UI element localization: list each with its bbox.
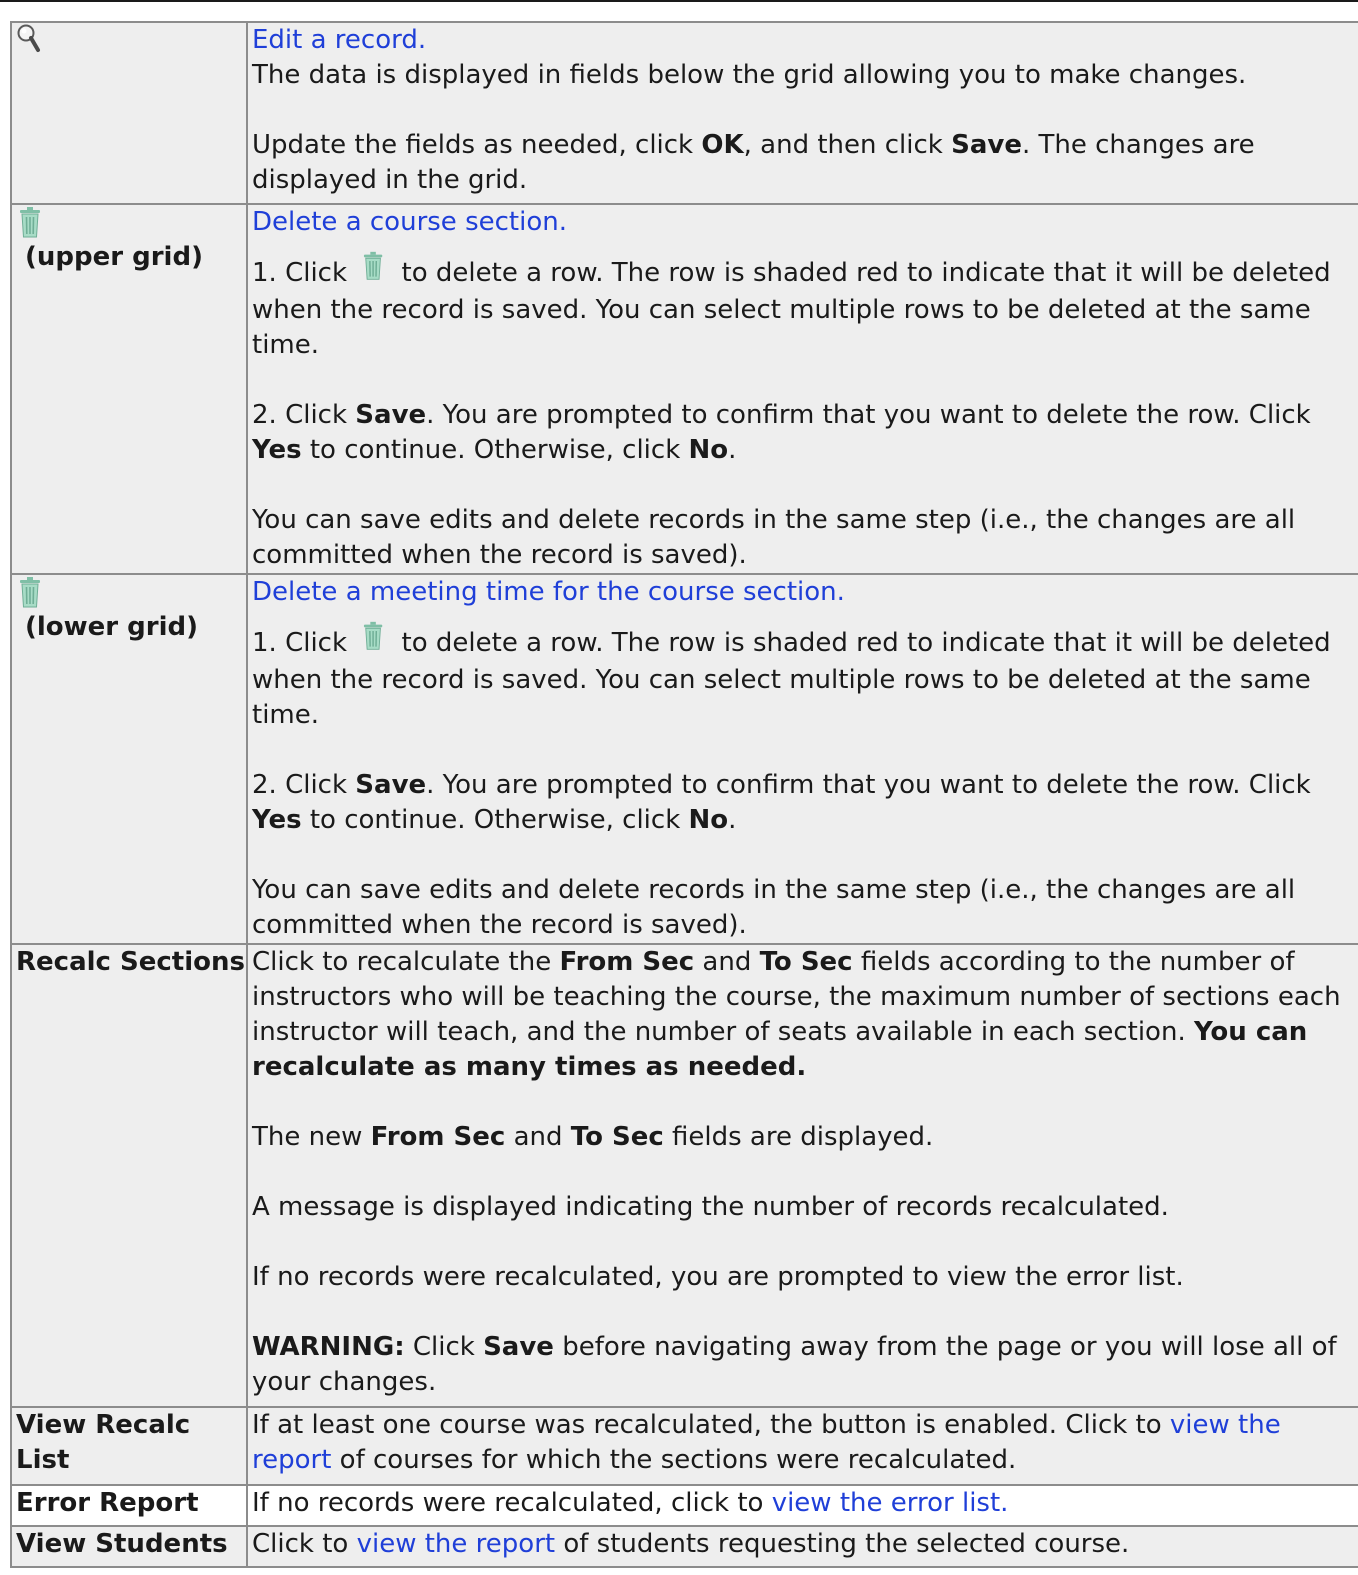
icon-cell — [11, 22, 247, 204]
recalc-fields-note: The new From Sec and To Sec fields are displayed. — [252, 1122, 934, 1152]
lower-grid-label: (lower grid) — [25, 612, 199, 642]
delete-note: You can save edits and delete records in the same step (i.e., the changes are all committed when the record is saved). — [252, 875, 1296, 940]
description-cell — [247, 1526, 1358, 1567]
error-report-button-label[interactable]: Error Report — [16, 1488, 199, 1518]
edit-description: The data is displayed in fields below the grid allowing you to make changes. — [252, 60, 1247, 90]
table-row — [11, 1407, 1358, 1485]
delete-step-2: 2. Click Save. You are prompted to confirm that you want to delete the row. Click Yes to continue. Otherwise, click No. — [252, 770, 1311, 835]
description-cell — [247, 204, 1358, 574]
description-cell — [247, 1407, 1358, 1485]
view-report-link[interactable]: view the report — [252, 1410, 1281, 1475]
trash-icon — [359, 620, 389, 663]
delete-course-section-link[interactable]: Delete a course section. — [252, 207, 567, 237]
view-students-description: Click to view the report of students requesting the selected course. — [252, 1529, 1130, 1559]
trash-icon — [359, 250, 389, 293]
table-row — [11, 204, 1358, 574]
recalc-error-note: If no records were recalculated, you are prompted to view the error list. — [252, 1262, 1184, 1292]
recalc-warning: WARNING: Click Save before navigating away from the page or you will lose all of your changes. — [252, 1332, 1337, 1397]
recalc-message-note: A message is displayed indicating the number of records recalculated. — [252, 1192, 1169, 1222]
table-row — [11, 944, 1358, 1407]
delete-note: You can save edits and delete records in the same step (i.e., the changes are all committed when the record is saved). — [252, 505, 1296, 570]
description-cell — [247, 22, 1358, 204]
upper-grid-label: (upper grid) — [25, 242, 203, 272]
label-cell — [11, 1485, 247, 1526]
label-cell — [11, 1526, 247, 1567]
trash-icon[interactable] — [16, 575, 246, 610]
edit-record-link[interactable]: Edit a record. — [252, 25, 427, 55]
label-cell — [11, 944, 247, 1407]
edit-instructions: Update the fields as needed, click OK, and then click Save. The changes are displayed in the grid. — [252, 130, 1255, 195]
description-cell — [247, 1485, 1358, 1526]
view-recalc-description: If at least one course was recalculated, the button is enabled. Click to view the report of courses for which the sections were recalculated. — [252, 1410, 1281, 1475]
description-cell — [247, 574, 1358, 944]
error-report-description: If no records were recalculated, click to view the error list. — [252, 1488, 1009, 1518]
delete-step-1: 1. Click to delete a row. The row is shaded red to indicate that it will be deleted when the record is saved. You can select multiple rows to be deleted at the same time. — [252, 250, 1358, 363]
top-rule — [0, 0, 1358, 2]
delete-meeting-time-link[interactable]: Delete a meeting time for the course section. — [252, 577, 845, 607]
icon-cell — [11, 204, 247, 574]
table-row — [11, 22, 1358, 204]
view-students-button-label[interactable]: View Students — [16, 1529, 228, 1559]
delete-step-2: 2. Click Save. You are prompted to confirm that you want to delete the row. Click Yes to continue. Otherwise, click No. — [252, 400, 1311, 465]
recalc-description: Click to recalculate the From Sec and To Sec fields according to the number of instructors who will be teaching the course, the maximum number of sections each instructor will teach, and the number of seats available in each section. You can recalculate as many times as needed. — [252, 947, 1341, 1082]
magnifier-icon[interactable] — [16, 23, 246, 58]
button-reference-table — [10, 21, 1358, 1568]
table-row — [11, 1526, 1358, 1567]
view-error-list-link[interactable]: view the error list. — [771, 1488, 1009, 1518]
description-cell — [247, 944, 1358, 1407]
view-report-link[interactable]: view the report — [356, 1529, 556, 1559]
trash-icon[interactable] — [16, 205, 246, 240]
view-recalc-list-button-label[interactable]: View Recalc List — [16, 1410, 191, 1475]
icon-cell — [11, 574, 247, 944]
table-row — [11, 1485, 1358, 1526]
recalc-sections-button-label[interactable]: Recalc Sections — [16, 947, 245, 977]
label-cell — [11, 1407, 247, 1485]
delete-step-1: 1. Click to delete a row. The row is shaded red to indicate that it will be deleted when the record is saved. You can select multiple rows to be deleted at the same time. — [252, 620, 1358, 733]
table-row — [11, 574, 1358, 944]
